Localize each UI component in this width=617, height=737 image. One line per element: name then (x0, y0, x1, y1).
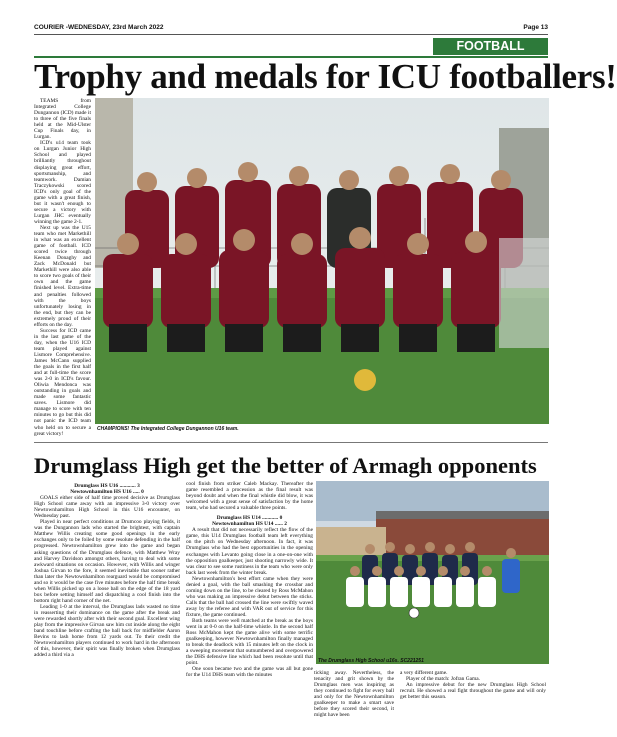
story2-photo-caption: The Drumglass High School u16s. SC221251 (318, 658, 424, 664)
story2-column-3 (314, 670, 394, 719)
story2-paragraph: Leading 1-0 at the interval, the Drumglass lads wasted no time in reasserting their dominance on the game after the break and were rewarded shortly after with their second goal. Excellent wing play from the impressive Girvan saw him cut inside along the eight band touchline before crafting the ball back for midfielder Aaron Bevins to lash home from 12 yards out. To their credit the Newtownhamilton players continued to work hard in the afternoon of this, however, their spirit was finally broken when Drumglass added a third via a (34, 603, 180, 659)
story1-paragraph: TEAMS from Integrated College Dungannon (ICD) made it to three of the five finals held at the Mid-Ulster Cup Finals day, in Lurgan. (34, 98, 91, 141)
story2-paragraph: cool finish from striker Caleb Mackay. Thereafter the game resembled a procession as the final result was beyond doubt and when the final whistle did blow, it was welcomed with a great sense of satisfaction by the home team, who had secured a valuable three points. (186, 481, 313, 512)
story2-headline: Drumglass High get the better of Armagh opponents (34, 453, 537, 478)
story2-paragraph: Player of the match: Jofran Gama. (406, 676, 480, 683)
result-line: Newtownhamilton HS U14 ...... 2 (212, 521, 287, 528)
team-photo-drumglass (316, 481, 549, 664)
story1-body (34, 98, 91, 437)
story1-headline: Trophy and medals for ICU footballers! (34, 57, 617, 96)
result-line: Drumglass HS U14 ............ 0 (216, 515, 283, 522)
story2-paragraph: Both teams were well matched at the break as the boys went in at 0-0 on the half-time whistle. In the second half Ross McMahon kept the game alive with some terrific goalkeeping, however Newtownhamilton finally managed to break the deadlock with 15 minutes left on the clock in a sweeping movement that outnumbered and overpowered the DHS defensive line which had been resolute until that point. (186, 618, 313, 667)
story2-column-4 (400, 670, 546, 710)
football-icon (409, 608, 419, 618)
story2-paragraph: a very different game. (400, 670, 448, 676)
story1-paragraph: Next up was the U15 team who met Markethill in what was an excellent game of football. ICD scored twice through Keenan Donaghy and Zack McDonald but Markethill were also able to score two goals of their own and the game finished level. Extra-time and penalties followed with the boys unfortunately losing in the end, but they can be extremely proud of their efforts on the day. (34, 224, 91, 328)
story2-column-1 (34, 483, 180, 708)
result-line: Drumglass HS U16 ............ 3 (74, 483, 140, 489)
result-line: Newtownhamilton HS U16 ..... 0 (70, 489, 144, 496)
section-tag: FOOTBALL (433, 38, 548, 55)
football-icon (354, 369, 376, 391)
story1-paragraph: Success for ICD came in the last game of the day, when the U16 ICD team played against Lismore Comprehensive. James McCann supplied the goals in the first half and at full-time the score was 2-0 in ICD's favour. Oliwia Mendonca was outstanding in goals and made some fantastic saves. Lismore did manage to score with ten minutes to go but this did not panic the ICD team who held on to secure a great victory! (34, 327, 91, 437)
story2-column-2 (186, 481, 313, 708)
header-rule (34, 34, 548, 35)
story1-photo-caption: CHAMPIONS! The Integrated College Dungannon U16 team. (97, 426, 239, 432)
team-photo-icd (95, 98, 549, 424)
story1-paragraph: ICD's u14 team took on Lurgan Junior High School and played brilliantly throughout displaying great effort, sportsmanship, and teamwork. Damian Traczykowski scored ICD's only goal of the game with a great finish, but it wasn't enough to secure a victory with Lurgan JHC eventually winning the game 2-1. (34, 140, 91, 225)
story2-paragraph: GOALS either side of half time proved decisive as Drumglass High School came away with an impressive 3-0 victory over Newtownhamilton High School in this U16 encounter, on Wednesday past. (34, 495, 180, 520)
story-divider (34, 442, 548, 443)
story2-paragraph: Newtownhamilton's best effort came when they were denied a goal, with the ball smashing the crossbar and coming down on the line, to be cleared by Ross McMahon who was making an impressive debut between the sticks. Calls that the ball had crossed the line were swiftly waved away by the referee and with VAR out of service for this fixture, the game continued. (186, 575, 313, 618)
story2-paragraph: ticking away. Nevertheless, the tenacity and grit shown by the Drumglass men was inspiring as they continued to fight for every ball and only for the Newtownhamilton goalkeeper to make a smart save before they scored their second, it might have been (314, 670, 394, 719)
story2-paragraph: Played in near perfect conditions at Drumcoo playing fields, it was the Dungannon lads who started the brightest, with captain Matthew Willis creating some good openings in the early exchanges only to be foiled by some resolute defending in the half progressed. Newtownhamilton grew into the game and began asking questions of the Drumglass defence, with Matthew Wray and Harvey Davidson amongst others, having to deal with some awkward situations on occasion. However, with Willis and winger Joshua Girvan to the fore, it seemed inevitable that sooner rather than later the Newtownhamilton rearguard would be compromised and so it would be the case five minutes before the half time break when Willis picked up on a loose ball on the edge of the 18 yard box before setting himself and dispatching a cool finish into the bottom right hand corner of the net. (34, 519, 180, 604)
story2-paragraph: An impressive debut for the new Drumglass High School recruit. He showed a real fight throughout the game and will only get better this season. (400, 682, 546, 701)
story2-paragraph: A result that did not necessarily reflect the flow of the game, this U14 Drumglass football team left everything on the pitch on Wednesday afternoon. In fact, it was Drumglass who had the best opportunities in the opening exchanges with Levanto going close in a one-on-one with the opposition goalkeeper, just shooting narrowly wide. It was clear to see some rustiness in the team who were only back last week from the winter break. (186, 527, 313, 576)
story2-paragraph: One soon became two and the game was all but gone for the U14 DHS team with the minutes (186, 666, 313, 679)
paper-name: COURIER -WEDNESDAY, 23rd March 2022 (34, 24, 164, 31)
page-number: Page 13 (523, 24, 548, 31)
